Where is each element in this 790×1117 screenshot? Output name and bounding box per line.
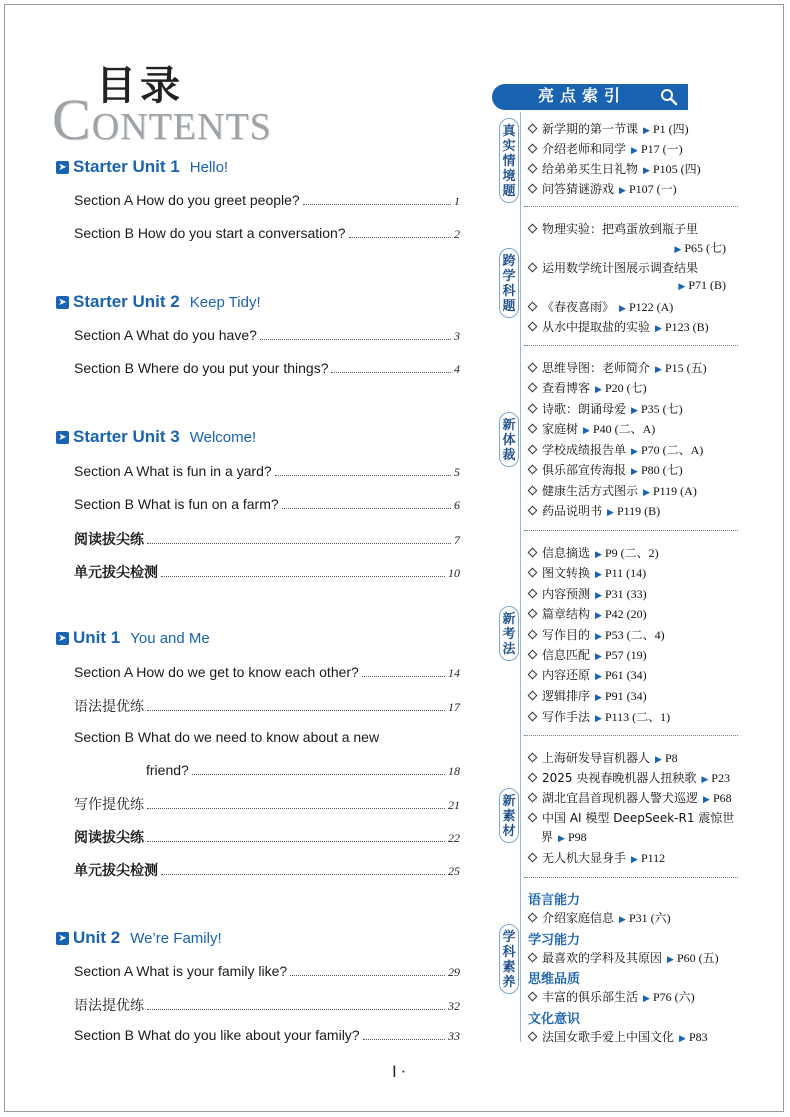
index-item[interactable]: [528, 708, 670, 725]
leader-dots: [147, 709, 445, 711]
literacy-subheading: 学习能力: [528, 933, 581, 948]
index-item-page: P91 (34): [604, 689, 647, 703]
index-item-continued[interactable]: [541, 828, 587, 845]
index-item[interactable]: [528, 318, 709, 335]
triangle-icon: ▶: [631, 447, 638, 457]
diamond-bullet-icon: [528, 263, 538, 273]
diamond-bullet-icon: [528, 465, 538, 475]
entry-page: 18: [448, 764, 460, 778]
index-item[interactable]: [528, 849, 665, 866]
triangle-icon: ▶: [595, 652, 602, 662]
index-item[interactable]: [528, 379, 647, 396]
leader-dots: [349, 236, 451, 238]
unit-name: Starter Unit 1: [73, 157, 180, 176]
index-item[interactable]: [528, 180, 677, 197]
unit-name: Starter Unit 2: [73, 292, 180, 311]
index-item-text: 内容预测: [542, 587, 591, 601]
triangle-icon: ▶: [595, 385, 602, 395]
section-divider: [524, 206, 738, 207]
index-item[interactable]: [528, 909, 671, 926]
index-item-page: P98: [567, 830, 587, 844]
index-item[interactable]: [528, 646, 647, 663]
index-item-text: 写作手法: [542, 710, 591, 724]
triangle-icon: ▶: [619, 186, 626, 196]
triangle-icon: ▶: [595, 672, 602, 682]
index-item-text: 信息摘选: [542, 546, 591, 560]
unit-heading[interactable]: [56, 157, 228, 177]
arrow-icon: ➤: [56, 932, 69, 945]
index-item-text: 诗歌：朗诵母爱: [542, 402, 627, 416]
toc-entry[interactable]: [74, 1027, 460, 1044]
index-item-page: P15 (五): [664, 361, 707, 375]
index-item[interactable]: [528, 564, 646, 581]
entry-page: 22: [448, 831, 460, 845]
index-item-page: P31 (六): [628, 911, 671, 925]
diamond-bullet-icon: [528, 363, 538, 373]
index-item[interactable]: [528, 988, 695, 1005]
index-item[interactable]: [528, 298, 673, 315]
index-item-page: P60 (五): [676, 951, 719, 965]
index-item-text: 写作目的: [542, 628, 591, 642]
index-item-text: 介绍家庭信息: [542, 911, 615, 925]
diamond-bullet-icon: [528, 184, 538, 194]
index-item-text: 最喜欢的学科及其原因: [542, 951, 663, 965]
contents-wordmark: [52, 86, 272, 153]
index-item-page: P35 (七): [640, 402, 683, 416]
toc-entry[interactable]: [74, 729, 460, 745]
unit-heading[interactable]: [56, 427, 256, 447]
diamond-bullet-icon: [528, 691, 538, 701]
diamond-bullet-icon: [528, 548, 538, 558]
literacy-subheading: 思维品质: [528, 972, 581, 987]
index-item-page: P112: [640, 851, 666, 865]
triangle-icon: ▶: [583, 426, 590, 436]
index-item-page: P42 (20): [604, 607, 647, 621]
unit-title: You and Me: [130, 629, 210, 647]
index-item[interactable]: [528, 949, 719, 966]
leader-dots: [161, 873, 445, 875]
entry-page: 10: [448, 566, 460, 580]
literacy-subheading: 文化意识: [528, 1012, 581, 1027]
triangle-icon: ▶: [595, 632, 602, 642]
index-item-text: 家庭树: [542, 422, 579, 436]
index-item[interactable]: [528, 259, 698, 276]
highlight-index-title: 亮点索引: [538, 88, 627, 105]
leader-dots: [147, 807, 445, 809]
diamond-bullet-icon: [528, 445, 538, 455]
index-item-text: 界: [541, 830, 554, 844]
unit-title: Hello!: [189, 158, 229, 176]
unit-name: Unit 1: [73, 628, 121, 647]
entry-label: Section A How do we get to know each other?: [74, 664, 359, 680]
toc-entry[interactable]: [74, 360, 460, 377]
index-item-page: P9 (二、2): [604, 546, 659, 560]
index-item-text: 给弟弟买生日礼物: [542, 162, 639, 176]
highlight-index-header: [492, 84, 688, 110]
index-item-text: 运用数学统计图展示调查结果: [542, 261, 699, 275]
section-divider: [524, 735, 738, 736]
unit-name: Starter Unit 3: [73, 427, 180, 446]
index-item-page: P11 (14): [604, 566, 647, 580]
category-tag: 新考法: [499, 606, 519, 661]
diamond-bullet-icon: [528, 144, 538, 154]
toc-entry[interactable]: [74, 995, 460, 1015]
arrow-icon: ➤: [56, 632, 69, 645]
diamond-bullet-icon: [528, 609, 538, 619]
index-item[interactable]: [528, 1028, 708, 1045]
index-item-page: P20 (七): [604, 381, 647, 395]
diamond-bullet-icon: [528, 650, 538, 660]
index-item-text: 介绍老师和同学: [542, 142, 627, 156]
index-item-page: P23: [711, 771, 730, 785]
diamond-bullet-icon: [528, 383, 538, 393]
index-item-text: 药品说明书: [542, 504, 603, 518]
diamond-bullet-icon: [528, 124, 538, 134]
index-item[interactable]: [528, 666, 647, 683]
index-item-page: P71 (B): [688, 278, 726, 292]
triangle-icon: ▶: [595, 611, 602, 621]
index-item-text: 思维导图：老师简介: [542, 361, 651, 375]
index-item-text: 湖北宜昌首现机器人警犬巡逻: [542, 791, 699, 805]
category-tag: 学科素养: [499, 924, 519, 994]
entry-label: Section B What do we need to know about a new: [74, 729, 380, 745]
index-item-text: 上海研发导盲机器人: [542, 751, 651, 765]
index-item-page-line[interactable]: [669, 239, 726, 256]
entry-label: Section B How do you start a conversation?: [74, 225, 346, 241]
diamond-bullet-icon: [528, 589, 538, 599]
index-item-text: 法国女歌手爱上中国文化: [542, 1030, 675, 1044]
triangle-icon: ▶: [703, 795, 710, 805]
arrow-icon: ➤: [56, 161, 69, 174]
index-item-page: P105 (四): [652, 162, 701, 176]
entry-page: 25: [448, 864, 460, 878]
entry-label: Section A What do you have?: [74, 327, 257, 343]
category-tag: 跨学科题: [499, 248, 519, 318]
entry-page: 21: [448, 798, 460, 812]
triangle-icon: ▶: [643, 994, 650, 1004]
index-item[interactable]: [528, 441, 703, 458]
leader-dots: [161, 575, 445, 577]
index-item-page-line[interactable]: [673, 278, 726, 293]
index-item[interactable]: [528, 140, 683, 157]
triangle-icon: ▶: [678, 282, 686, 292]
index-item-page: P65 (七): [684, 241, 726, 255]
index-item[interactable]: [528, 420, 655, 437]
category-tag: 真实情境题: [499, 118, 519, 203]
diamond-bullet-icon: [528, 753, 538, 763]
triangle-icon: ▶: [667, 955, 674, 965]
toc-entry[interactable]: [74, 496, 460, 513]
unit-heading[interactable]: [56, 292, 261, 312]
index-item[interactable]: [528, 749, 678, 766]
index-item-page: P122 (A): [628, 300, 674, 314]
diamond-bullet-icon: [528, 913, 538, 923]
toc-entry[interactable]: [146, 762, 460, 779]
leader-dots: [147, 542, 451, 544]
leader-dots: [147, 1008, 445, 1010]
index-item[interactable]: [528, 359, 707, 376]
entry-label: Section A What is your family like?: [74, 963, 288, 979]
diamond-bullet-icon: [528, 404, 538, 414]
index-item-text: 新学期的第一节课: [542, 122, 639, 136]
unit-title: Welcome!: [189, 428, 257, 446]
entry-label: Section B Where do you put your things?: [74, 360, 329, 376]
index-item-text: 俱乐部宣传海报: [542, 463, 627, 477]
index-item[interactable]: [528, 482, 697, 499]
diamond-bullet-icon: [528, 813, 538, 823]
index-item-page: P8: [664, 751, 678, 765]
diamond-bullet-icon: [528, 1032, 538, 1042]
index-item-text: 物理实验：把鸡蛋放到瓶子里: [542, 222, 699, 236]
unit-heading[interactable]: [56, 928, 222, 948]
index-item-page: P119 (A): [652, 484, 697, 498]
index-item-page: P76 (六): [652, 990, 695, 1004]
triangle-icon: ▶: [595, 591, 602, 601]
index-item[interactable]: [528, 626, 665, 643]
unit-title: Keep Tidy!: [189, 293, 261, 311]
entry-page: 2: [454, 227, 460, 241]
diamond-bullet-icon: [528, 424, 538, 434]
diamond-bullet-icon: [528, 506, 538, 516]
triangle-icon: ▶: [595, 570, 602, 580]
index-item-page: P53 (二、4): [604, 628, 665, 642]
leader-dots: [362, 675, 445, 677]
entry-label: Section A What is fun in a yard?: [74, 463, 272, 479]
triangle-icon: ▶: [558, 834, 565, 844]
wordmark-initial: C: [52, 87, 92, 152]
section-divider: [524, 345, 738, 346]
triangle-icon: ▶: [595, 714, 602, 724]
diamond-bullet-icon: [528, 853, 538, 863]
entry-page: 6: [454, 498, 460, 512]
index-item-text: 健康生活方式图示: [542, 484, 639, 498]
diamond-bullet-icon: [528, 992, 538, 1002]
toc-entry[interactable]: [74, 192, 460, 209]
index-item[interactable]: [528, 120, 689, 137]
index-item-text: 学校成绩报告单: [542, 443, 627, 457]
index-item-page: P1 (四): [652, 122, 689, 136]
triangle-icon: ▶: [643, 126, 650, 136]
triangle-icon: ▶: [631, 467, 638, 477]
entry-label: 单元拔尖检测: [74, 564, 158, 580]
index-item-page: P57 (19): [604, 648, 647, 662]
index-item-text: 图文转换: [542, 566, 591, 580]
index-item-text: 《春夜喜雨》: [542, 300, 615, 314]
leader-dots: [363, 1038, 445, 1040]
entry-label: 阅读拔尖练: [74, 829, 144, 845]
literacy-subheading: 语言能力: [528, 893, 581, 908]
index-item[interactable]: [528, 461, 683, 478]
toc-entry[interactable]: [74, 696, 460, 716]
unit-title: We’re Family!: [130, 929, 222, 947]
triangle-icon: ▶: [631, 146, 638, 156]
index-item[interactable]: [528, 160, 701, 177]
entry-label: Section B What do you like about your family?: [74, 1027, 360, 1043]
toc-entry[interactable]: [74, 963, 460, 980]
entry-label: friend?: [146, 762, 189, 778]
entry-page: 3: [454, 329, 460, 343]
triangle-icon: ▶: [643, 166, 650, 176]
triangle-icon: ▶: [655, 324, 662, 334]
section-divider: [524, 530, 738, 531]
toc-entry[interactable]: [74, 463, 460, 480]
toc-entry[interactable]: [74, 794, 460, 814]
triangle-icon: ▶: [631, 855, 638, 865]
entry-label: Section A How do you greet people?: [74, 192, 300, 208]
toc-entry[interactable]: [74, 664, 460, 681]
triangle-icon: ▶: [674, 245, 682, 255]
toc-entry[interactable]: [74, 562, 460, 582]
category-tag: 新素材: [499, 788, 519, 843]
index-item[interactable]: [528, 605, 647, 622]
index-item-page: P61 (34): [604, 668, 647, 682]
diamond-bullet-icon: [528, 670, 538, 680]
index-item[interactable]: [528, 687, 647, 704]
page-number: Ⅰ ·: [392, 1064, 407, 1081]
toc-entry[interactable]: [74, 529, 460, 549]
index-item-text: 中国 AI 模型 DeepSeek-R1 震惊世: [542, 811, 735, 825]
diamond-bullet-icon: [528, 630, 538, 640]
index-item-text: 信息匹配: [542, 648, 591, 662]
diamond-bullet-icon: [528, 712, 538, 722]
triangle-icon: ▶: [619, 304, 626, 314]
unit-name: Unit 2: [73, 928, 121, 947]
index-item[interactable]: [528, 769, 730, 786]
diamond-bullet-icon: [528, 224, 538, 234]
index-item[interactable]: [528, 789, 732, 806]
index-item[interactable]: [528, 502, 660, 519]
index-item-text: 丰富的俱乐部生活: [542, 990, 639, 1004]
index-item-text: 内容还原: [542, 668, 591, 682]
index-item-text: 从水中提取盐的实验: [542, 320, 651, 334]
index-item-text: 问答猜谜游戏: [542, 182, 615, 196]
leader-dots: [260, 338, 451, 340]
index-item[interactable]: [528, 400, 683, 417]
entry-page: 1: [454, 194, 460, 208]
triangle-icon: ▶: [619, 915, 626, 925]
leader-dots: [147, 840, 445, 842]
index-item-text: 逻辑排序: [542, 689, 591, 703]
index-item-page: P40 (二、A): [592, 422, 656, 436]
toc-entry[interactable]: [74, 327, 460, 344]
leader-dots: [290, 974, 445, 976]
unit-heading[interactable]: [56, 628, 210, 648]
triangle-icon: ▶: [643, 488, 650, 498]
index-item[interactable]: [528, 809, 734, 826]
triangle-icon: ▶: [701, 775, 709, 785]
diamond-bullet-icon: [528, 486, 538, 496]
index-item[interactable]: [528, 544, 659, 561]
index-item-page: P119 (B): [616, 504, 661, 518]
toc-entry[interactable]: [74, 860, 460, 880]
triangle-icon: ▶: [631, 406, 638, 416]
index-item-text: 查看博客: [542, 381, 591, 395]
diamond-bullet-icon: [528, 568, 538, 578]
leader-dots: [282, 507, 451, 509]
diamond-bullet-icon: [528, 302, 538, 312]
diamond-bullet-icon: [528, 953, 538, 963]
toc-entry[interactable]: [74, 225, 460, 242]
index-item-page: P123 (B): [664, 320, 709, 334]
section-divider: [524, 877, 738, 878]
triangle-icon: ▶: [655, 755, 662, 765]
index-item[interactable]: [528, 585, 647, 602]
entry-page: 7: [454, 533, 460, 547]
triangle-icon: ▶: [655, 365, 662, 375]
diamond-bullet-icon: [528, 322, 538, 332]
leader-dots: [303, 203, 451, 205]
arrow-icon: ➤: [56, 296, 69, 309]
entry-label: 语法提优练: [74, 698, 144, 714]
index-item-page: P113 (二、1): [604, 710, 671, 724]
triangle-icon: ▶: [595, 550, 602, 560]
toc-entry[interactable]: [74, 827, 460, 847]
index-item-text: 2025 央视春晚机器人扭秧歌: [542, 771, 697, 785]
index-item-page: P83: [688, 1030, 708, 1044]
index-item-page: P31 (33): [604, 587, 647, 601]
index-item-page: P107 (一): [628, 182, 677, 196]
wordmark-rest: ONTENTS: [91, 106, 272, 148]
entry-page: 4: [454, 362, 460, 376]
entry-label: 阅读拔尖练: [74, 531, 144, 547]
index-item-text: 无人机大显身手: [542, 851, 627, 865]
entry-page: 14: [448, 666, 460, 680]
page-title: 目录: [96, 63, 184, 109]
entry-page: 29: [448, 965, 460, 979]
index-item[interactable]: [528, 220, 698, 237]
magnifier-icon: [660, 88, 678, 106]
index-item-text: 篇章结构: [542, 607, 591, 621]
leader-dots: [275, 474, 451, 476]
index-item-page: P68: [712, 791, 732, 805]
triangle-icon: ▶: [679, 1034, 686, 1044]
entry-page: 5: [454, 465, 460, 479]
entry-page: 33: [448, 1029, 460, 1043]
category-tag: 新体裁: [499, 412, 519, 467]
entry-page: 32: [448, 999, 460, 1013]
index-item-page: P80 (七): [640, 463, 683, 477]
entry-label: 语法提优练: [74, 997, 144, 1013]
entry-label: 单元拔尖检测: [74, 862, 158, 878]
entry-label: 写作提优练: [74, 796, 144, 812]
entry-page: 17: [448, 700, 460, 714]
diamond-bullet-icon: [528, 773, 538, 783]
arrow-icon: ➤: [56, 431, 69, 444]
entry-label: Section B What is fun on a farm?: [74, 496, 279, 512]
index-item-page: P17 (一): [640, 142, 683, 156]
diamond-bullet-icon: [528, 793, 538, 803]
triangle-icon: ▶: [595, 693, 602, 703]
leader-dots: [192, 773, 445, 775]
triangle-icon: ▶: [607, 508, 614, 518]
leader-dots: [331, 371, 451, 373]
diamond-bullet-icon: [528, 164, 538, 174]
index-item-page: P70 (二、A): [640, 443, 704, 457]
